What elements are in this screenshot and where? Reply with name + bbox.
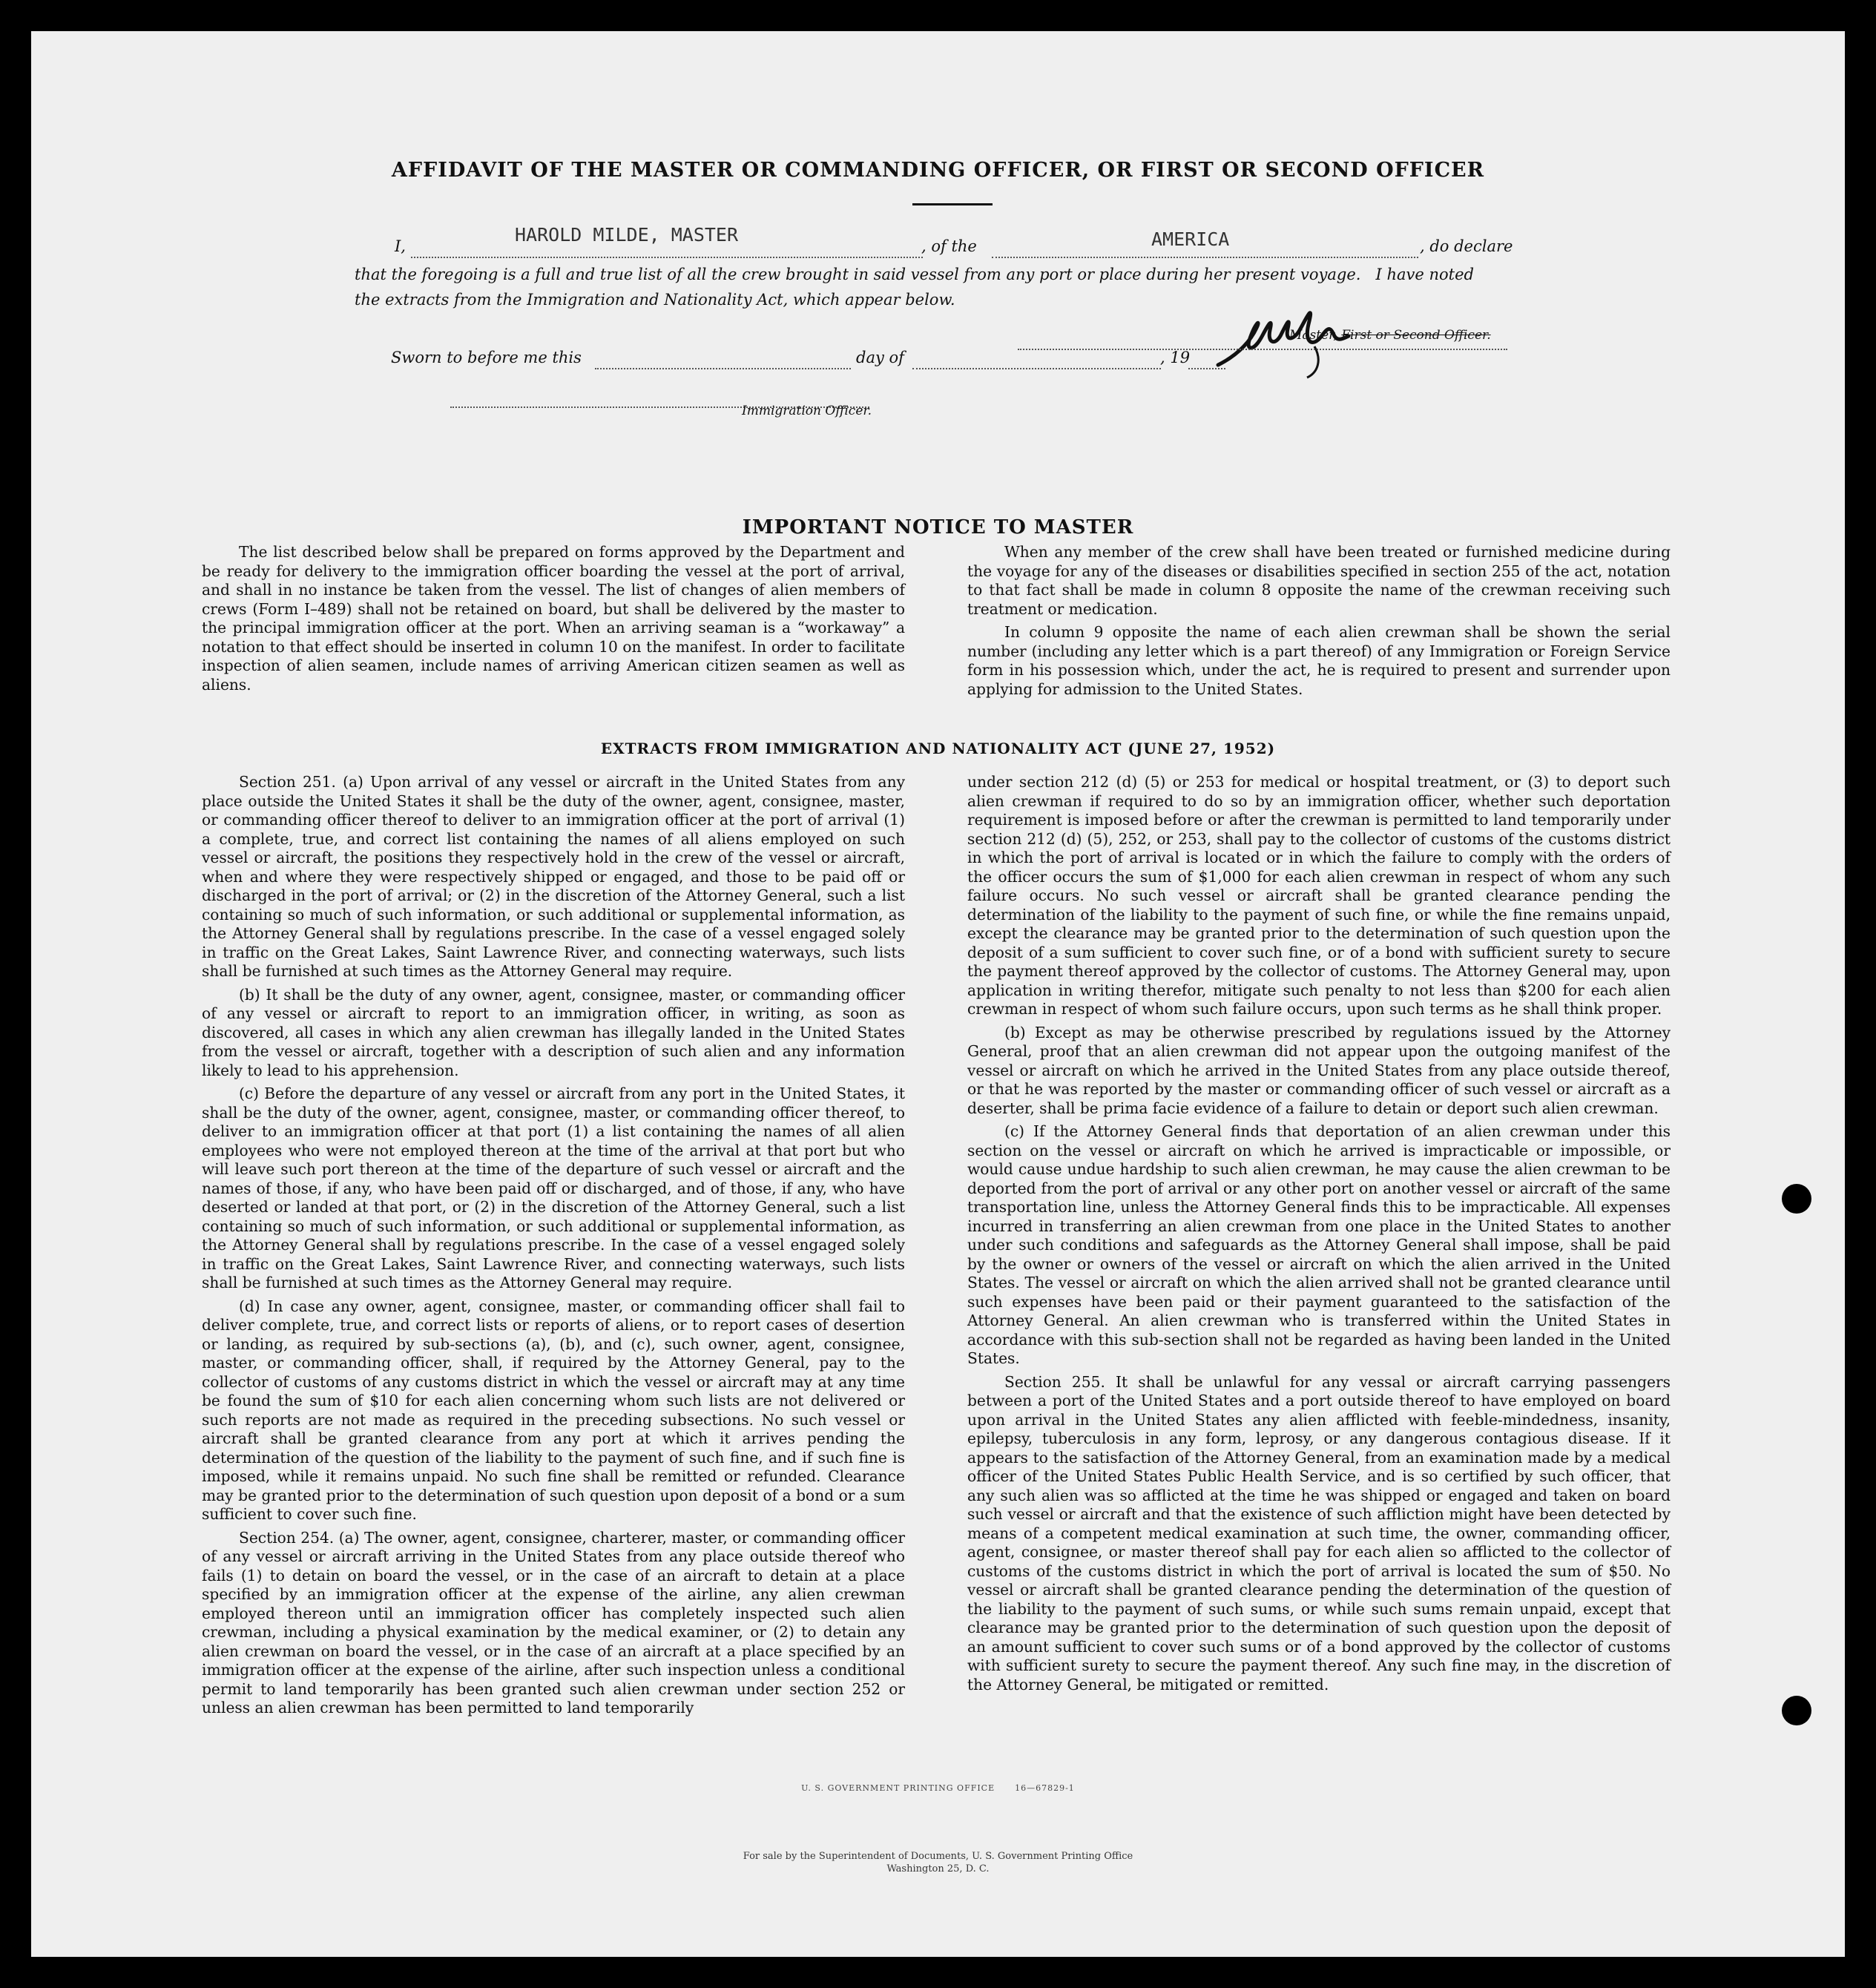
notice-title: IMPORTANT NOTICE TO MASTER [742,516,1134,539]
notice-right-column [967,543,1671,703]
section-254-a: Section 254. (a) The owner, agent, consignee, charterer, master, or commanding officer of any vessel or aircraft arriving in the United States from any place outside thereof who fails (1) to detain on board the vessel, or in the case of an aircraft to detain at a place specified by an immigration officer at the expense of the airline, any alien crewman employed thereon until an immigration officer has completely inspected such alien crewman, including a physical examination by the medical examiner, or (2) to detain any alien crewman on board the vessel, or in the case of an aircraft at a place specified by an immigration officer at the expense of the airline, after such inspection unless a conditional permit to land temporarily has been granted such alien crewman under section 252 or unless an alien crewman has been permitted to land temporarily [202,1528,905,1717]
printing-office-line: U. S. GOVERNMENT PRINTING OFFICE 16—67829-1 [801,1783,1075,1793]
section-251-d: (d) In case any owner, agent, consignee, master, or commanding officer shall fail to deliver complete, true, and correct lists or reports of aliens, or to report cases of desertion or landing, as required by sub-sections (a), (b), and (c), such owner, agent, consignee, master, or commanding officer, shall, if required by the Attorney General, pay to the collector of customs of any customs district in which the vessel or aircraft may at any time be found the sum of $10 for each alien concerning whom such lists are not delivered or such reports are not made as required in the preceding subsections. No such vessel or aircraft shall be granted clearance from any port at which it arrives pending the determination of the question of the liability to the payment of such fine, and if such fine is imposed, while it remains unpaid. No such fine shall be remitted or refunded. Clearance may be granted prior to the determination of such question upon deposit of a bond or a sum sufficient to cover such fine. [202,1297,905,1523]
affidavit-prefix: I, [395,237,406,255]
day-of-label: day of [856,349,904,366]
section-254-b: (b) Except as may be otherwise prescribed by regulations issued by the Attorney General, proof that an alien crewman did not appear upon the outgoing manifest of the vessel or aircraft on which he arrived in the United States from any place outside thereof, or that he was reported by the master or commanding officer of such vessel or aircraft as a deserter, shall be prima facie evidence of a failure to detain or deport such alien crewman. [967,1023,1671,1117]
vessel-name-value: AMERICA [1151,228,1230,250]
caption-struck-officer: First or Second Officer. [1341,328,1491,343]
sworn-day-fill [595,353,851,369]
punch-hole-top [1782,1184,1811,1214]
document-page [31,31,1845,1957]
caption-master: Master, [1289,328,1337,343]
sworn-year-fill [1188,353,1225,369]
section-254-c: (c) If the Attorney General finds that deportation of an alien crewman under this section on the vessel or aircraft on which he arrived is impracticable or impossible, or would cause undue hardship to such alien crewman, he may cause the alien crewman to be deported from the port of arrival or any other port on another vessel or aircraft of the same transportation line, unless the Attorney General finds this to be impracticable. All expenses incurred in transferring an alien crewman from one place in the United States to another under such conditions and safeguards as the Attorney General shall impose, shall be paid by the owner or owners of the vessel or aircraft on which the alien arrived in the United States. The vessel or aircraft on which the alien arrived shall not be granted clearance until such expenses have been paid or their payment guaranteed to the satisfaction of the Attorney General. An alien crewman who is transferred within the United States in accordance with this sub-section shall not be regarded as having been landed in the United States. [967,1122,1671,1367]
do-declare-label: , do declare [1420,237,1513,255]
extracts-title: EXTRACTS FROM IMMIGRATION AND NATIONALITY ACT (JUNE 27, 1952) [600,740,1276,757]
affidavit-title: AFFIDAVIT OF THE MASTER OR COMMANDING OFFICER, OR FIRST OR SECOND OFFICER [391,159,1485,182]
sale-line-1: For sale by the Superintendent of Documents, U. S. Government Printing Office [743,1851,1133,1862]
officer-caption: Immigration Officer. [742,404,872,418]
notice-left-column [202,543,905,699]
sale-notice [31,1850,1845,1875]
section-251-c: (c) Before the departure of any vessel or aircraft from any port in the United States, it shall be the duty of the owner, agent, consignee, master, or commanding officer thereof, to deliver to an immigration officer at that port (1) a list containing the names of all alien employees who were not employed thereon at the time of the arrival at that port but who will leave such port thereon at the time of the departure of such vessel or aircraft and the names of those, if any, who have been paid off or discharged, and of those, if any, who have deserted or landed at that port, or (2) in the discretion of the Attorney General, such a list containing so much of such information, or such additional or supplemental information, as the Attorney General shall by regulations prescribe. In the case of a vessel engaged solely in traffic on the Great Lakes, Saint Lawrence River, and connecting waterways, such lists shall be furnished at such times as the Attorney General may require. [202,1084,905,1291]
sworn-month-fill [912,353,1161,369]
notice-paragraph: When any member of the crew shall have been treated or furnished medicine during the voyage for any of the diseases or disabilities specified in section 255 of the act, notation to that fact shall be made in column 8 opposite the name of the crewman receiving such treatment or medication. [967,543,1671,618]
declaration-line-3: the extracts from the Immigration and Nationality Act, which appear below. [355,291,955,309]
extracts-left-column [202,773,905,1722]
notice-paragraph: In column 9 opposite the name of each alien crewman shall be shown the serial number (including any letter which is a part thereof) of any Immigration or Foreign Service form in his possession which, under the act, he is required to present and surrender upon applying for admission to the United States. [967,623,1671,698]
signature-caption [1289,328,1491,343]
declaration-line-2: that the foregoing is a full and true list of all the crew brought in said vessel from any port or place during her present voyage. I have noted [355,266,1474,283]
notice-paragraph: The list described below shall be prepared on forms approved by the Department and be ready for delivery to the immigration officer boarding the vessel at the port of arrival, and shall in no instance be taken from the vessel. The list of changes of alien members of crews (Form I–489) shall not be retained on board, but shall be delivered by the master to the principal immigration officer at the port. When an arriving seaman is a “workaway” a notation to that effect should be inserted in column 10 on the manifest. In order to facilitate inspection of alien seamen, include names of arriving American citizen seamen as well as aliens. [202,543,905,694]
of-the-label: , of the [921,237,977,255]
extracts-right-column [967,773,1671,1699]
sale-line-2: Washington 25, D. C. [886,1863,990,1875]
year-prefix: , 19 [1160,349,1191,366]
sworn-label: Sworn to before me this [391,349,582,366]
punch-hole-bottom [1782,1696,1811,1725]
section-255: Section 255. It shall be unlawful for any vessal or aircraft carrying passengers between a port of the United States and a port outside thereof to have employed on board upon arrival in the United States any alien afflicted with feeble-mindedness, insanity, epilepsy, tuberculosis in any form, leprosy, or any dangerous contagious disease. If it appears to the satisfaction of the Attorney General, from an examination made by a medical officer of the United States Public Health Service, and is so certified by such officer, that any such alien was so afflicted at the time he was shipped or engaged and taken on board such vessel or aircraft and that the existence of such affliction might have been detected by means of a competent medical examination at such time, the owner, commanding officer, agent, consignee, or master thereof shall pay for each alien so afflicted to the collector of customs of the customs district in which the port of arrival is located the sum of $50. No vessel or aircraft shall be granted clearance pending the determination of the question of the liability to the payment of such sums, or while such sums remain unpaid, except that clearance may be granted prior to the determination of such question upon the deposit of an amount sufficient to cover such sums or of a bond approved by the collector of customs with sufficient surety to secure the payment thereof. Any such fine may, in the discretion of the Attorney General, be mitigated or remitted. [967,1372,1671,1694]
title-rule [912,203,993,205]
section-251-b: (b) It shall be the duty of any owner, agent, consignee, master, or commanding officer of any vessel or aircraft to report to an immigration officer, in writing, as soon as discovered, all cases in which any alien crewman has illegally landed in the United States from the vessel or aircraft, together with a description of such alien and any information likely to lead to his apprehension. [202,985,905,1079]
section-254-a-continued: under section 212 (d) (5) or 253 for medical or hospital treatment, or (3) to deport such alien crewman if required to do so by an immigration officer, whether such deportation requirement is imposed before or after the crewman is permitted to land temporarily under section 212 (d) (5), 252, or 253, shall pay to the collector of customs of the customs district in which the port of arrival is located or in which the failure to comply with the orders of the officer occurs the sum of $1,000 for each alien crewman in respect of whom any such failure occurs. No such vessel or aircraft shall be granted clearance pending the determination of the liability to the payment of such fine, or while the fine remains unpaid, except the clearance may be granted prior to the determination of such question upon the deposit of a sum sufficient to cover such fine, or of a bond with sufficient surety to secure the payment thereof approved by the collector of customs. The Attorney General may, upon application in writing therefor, mitigate such penalty to not less than $200 for each alien crewman in respect of whom such failure occurs, upon such terms as he shall think proper. [967,773,1671,1018]
section-251-a: Section 251. (a) Upon arrival of any vessel or aircraft in the United States from any place outside the United States it shall be the duty of the owner, agent, consignee, master, or commanding officer thereof to deliver to an immigration officer at the port of arrival (1) a complete, true, and correct list containing the names of all aliens employed on such vessel or aircraft, the positions they respectively hold in the crew of the vessel or aircraft, when and where they were respectively shipped or engaged, and those to be paid off or discharged in the port of arrival; or (2) in the discretion of the Attorney General, such a list containing so much of such information, or such additional or supplemental information, as the Attorney General shall by regulations prescribe. In the case of a vessel engaged solely in traffic on the Great Lakes, Saint Lawrence River, and connecting waterways, such lists shall be furnished at such times as the Attorney General may require. [202,773,905,980]
master-name-value: HAROLD MILDE, MASTER [515,224,739,246]
